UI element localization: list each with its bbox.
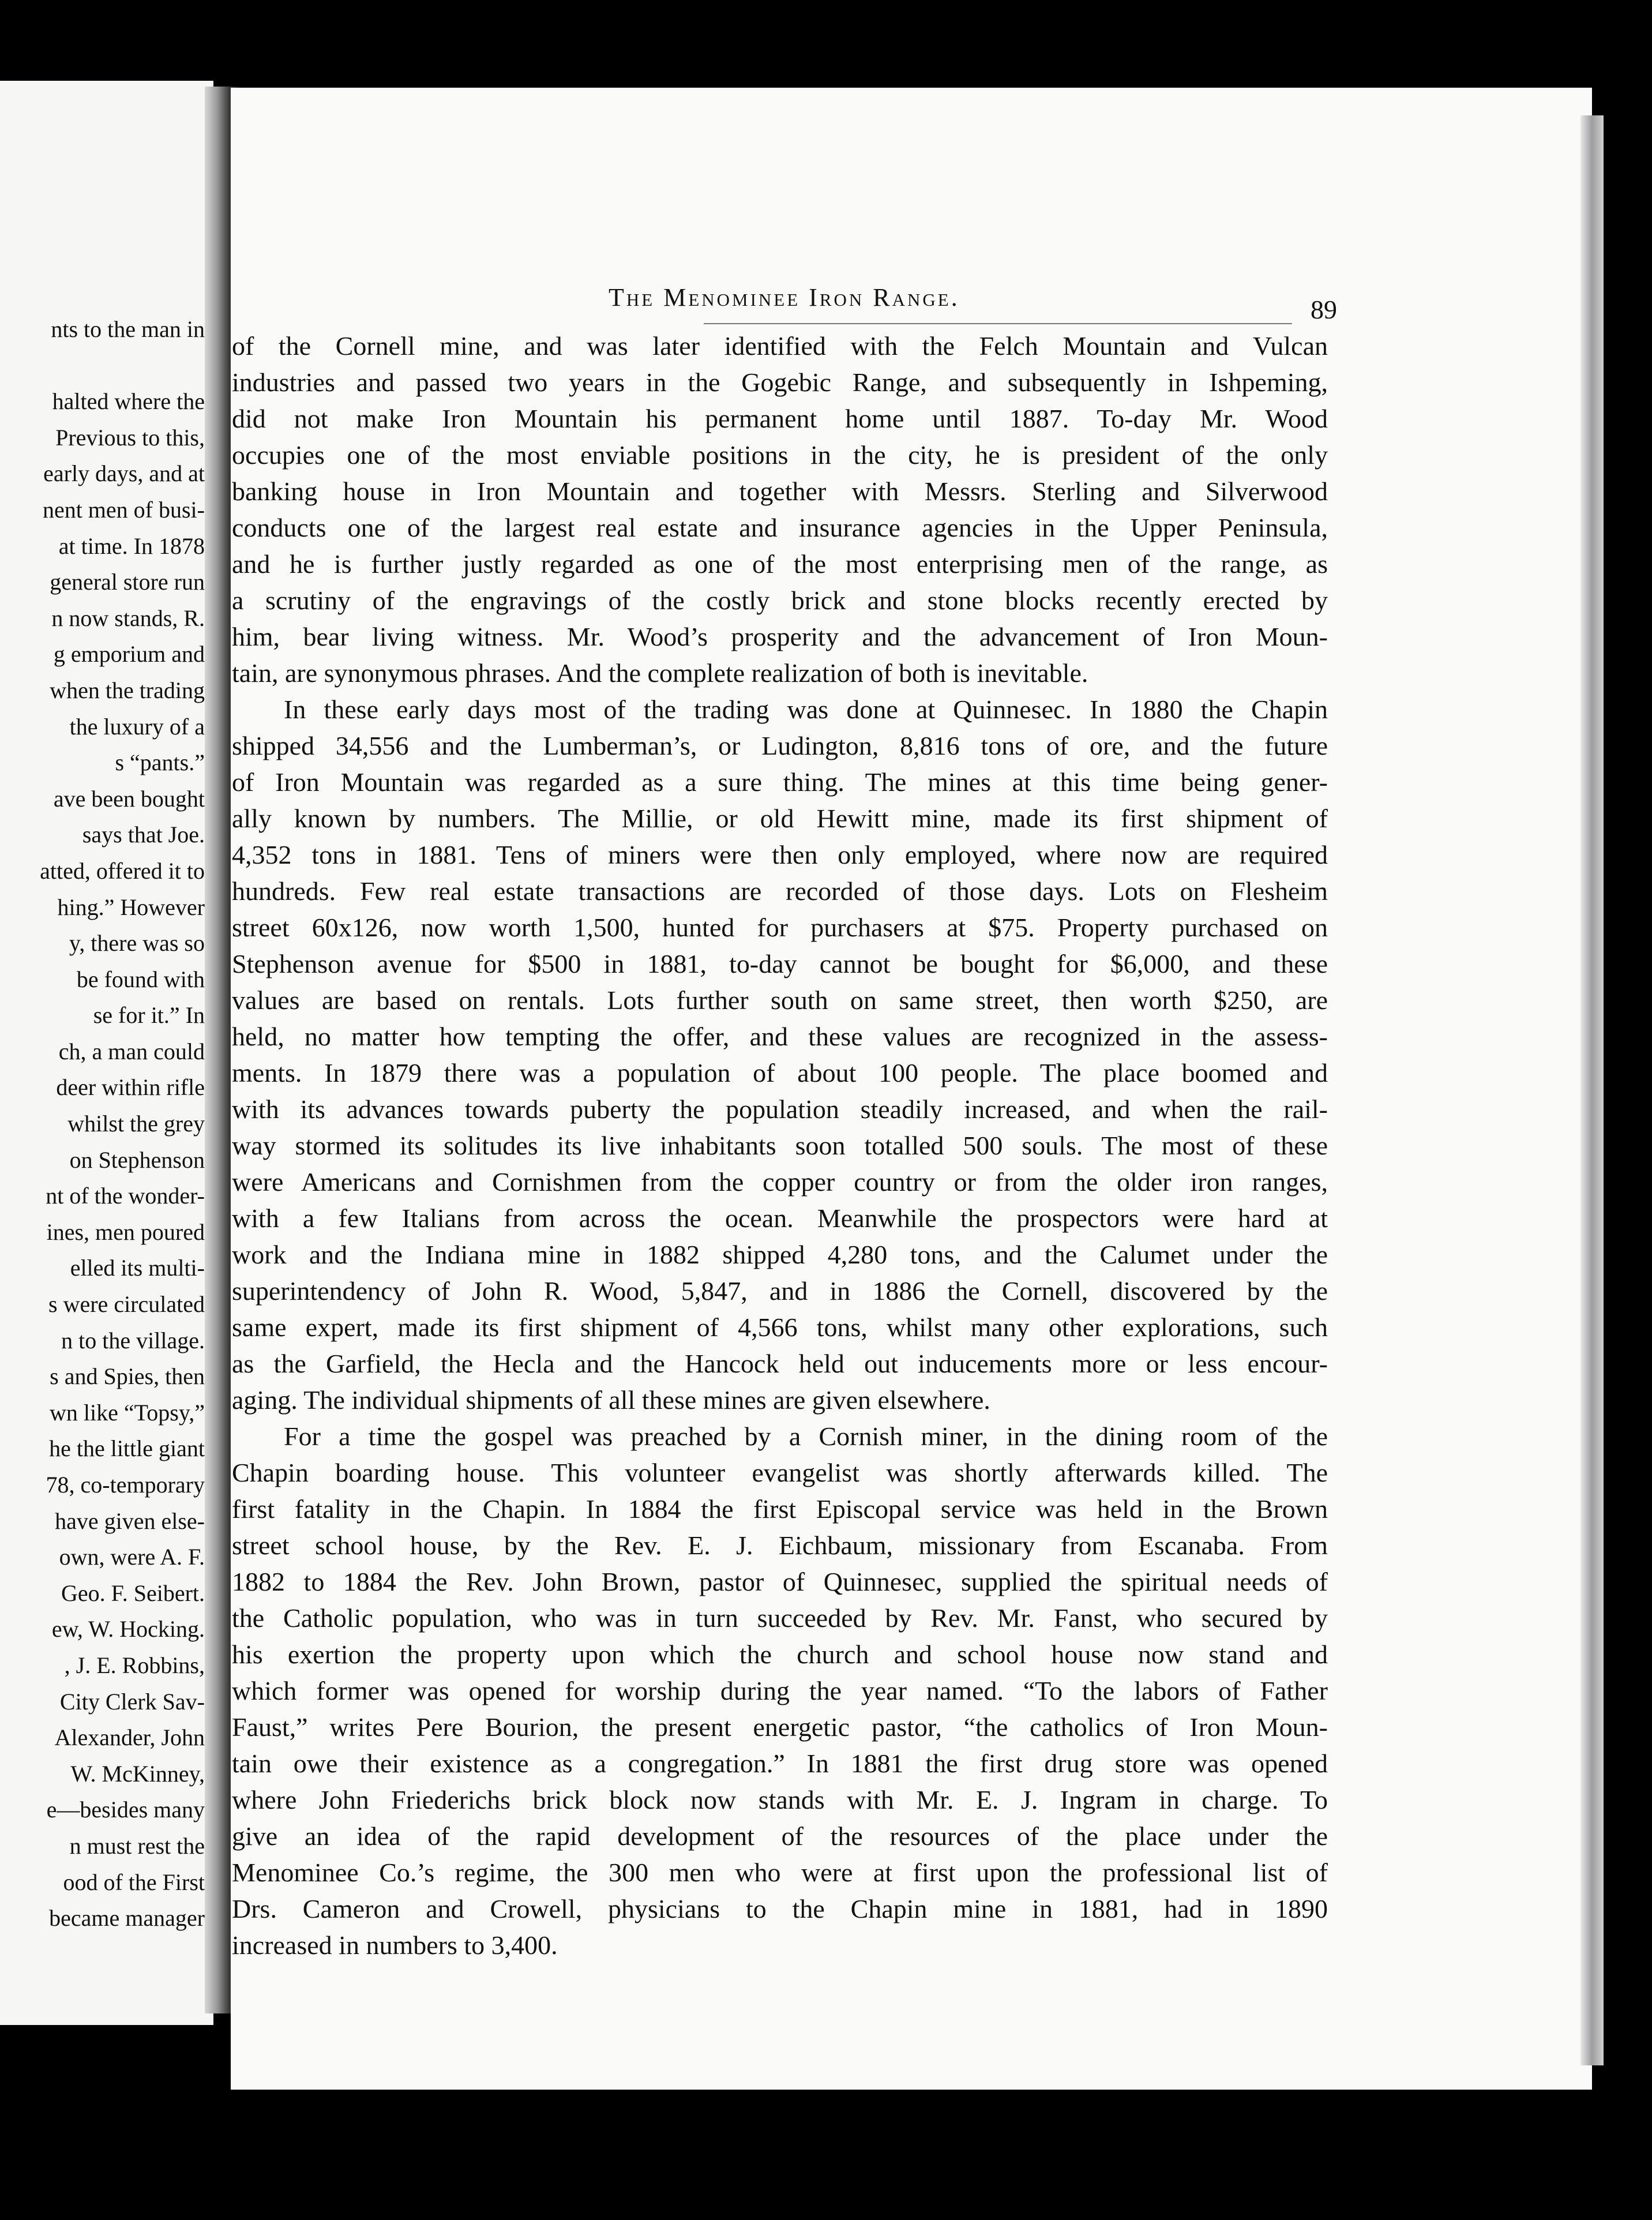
body-line: banking house in Iron Mountain and together with Messrs. Sterling and Silverwood <box>232 477 1328 506</box>
left-page-line: ines, men poured <box>46 1218 205 1245</box>
body-line: of Iron Mountain was regarded as a sure thing. The mines at this time being gener- <box>232 767 1328 797</box>
left-page-line: Alexander, John <box>54 1724 205 1751</box>
left-page-line: on Stephenson <box>69 1146 205 1173</box>
left-page-line: be found with <box>76 966 205 992</box>
left-page-line: , J. E. Robbins, <box>64 1652 205 1678</box>
left-page-text <box>0 312 205 1937</box>
left-page-line: nent men of busi- <box>42 496 205 523</box>
page-number: 89 <box>1311 295 1337 324</box>
body-line: Stephenson avenue for $500 in 1881, to-day cannot be bought for $6,000, and these <box>232 949 1328 978</box>
body-line: Drs. Cameron and Crowell, physicians to the Chapin mine in 1881, had in 1890 <box>232 1894 1328 1923</box>
body-line: with its advances towards puberty the population steadily increased, and when the rail- <box>232 1094 1328 1124</box>
body-line: same expert, made its first shipment of 4,566 tons, whilst many other explorations, such <box>232 1312 1328 1342</box>
left-page-line: he the little giant <box>49 1435 205 1462</box>
body-line: In these early days most of the trading was done at Quinnesec. In 1880 the Chapin <box>284 695 1328 724</box>
left-page-line <box>0 348 205 384</box>
body-line: held, no matter how tempting the offer, and these values are recognized in the assess- <box>232 1022 1328 1051</box>
left-page-line: ew, W. Hocking. <box>51 1616 205 1642</box>
left-page-line: s and Spies, then <box>50 1363 205 1390</box>
body-line: Faust,” writes Pere Bourion, the present energetic pastor, “the catholics of Iron Moun- <box>232 1712 1328 1742</box>
left-page-line: wn like “Topsy,” <box>50 1399 205 1426</box>
body-line: values are based on rentals. Lots further south on same street, then worth $250, are <box>232 985 1328 1015</box>
left-page-line: elled its multi- <box>70 1255 205 1281</box>
left-page-line: se for it.” In <box>93 1002 205 1029</box>
body-line: the Catholic population, who was in turn succeeded by Rev. Mr. Fanst, who secured by <box>232 1603 1328 1633</box>
left-page-line: n must rest the <box>69 1832 205 1859</box>
left-page-line: s “pants.” <box>115 749 205 776</box>
body-line: with a few Italians from across the ocean. Meanwhile the prospectors were hard at <box>232 1203 1328 1233</box>
left-page-line: have given else- <box>55 1507 205 1534</box>
left-page-line: at time. In 1878 <box>58 532 205 559</box>
left-page-line: own, were A. F. <box>59 1544 205 1570</box>
body-line: give an idea of the rapid development of the resources of the place under the <box>232 1821 1328 1851</box>
body-line: his exertion the property upon which the church and school house now stand and <box>232 1640 1328 1669</box>
body-line: Menominee Co.’s regime, the 300 men who were at first upon the professional list of <box>232 1858 1328 1887</box>
left-page-line: whilst the grey <box>67 1111 205 1137</box>
left-page-line: y, there was so <box>69 930 205 957</box>
left-page-line: when the trading <box>50 677 205 703</box>
body-line: Chapin boarding house. This volunteer evangelist was shortly afterwards killed. The <box>232 1458 1328 1487</box>
body-line: superintendency of John R. Wood, 5,847, and in 1886 the Cornell, discovered by the <box>232 1276 1328 1306</box>
body-line: ments. In 1879 there was a population of about 100 people. The place boomed and <box>232 1058 1328 1088</box>
header-rule <box>704 323 1292 324</box>
page-edge <box>1580 115 1604 2065</box>
left-page-line: hing.” However <box>57 894 205 920</box>
left-page-line: 78, co-temporary <box>46 1472 205 1498</box>
body-line: which former was opened for worship during the year named. “To the labors of Father <box>232 1676 1328 1705</box>
left-page <box>0 81 213 2025</box>
body-line: way stormed its solitudes its live inhabitants soon totalled 500 souls. The most of these <box>232 1131 1328 1160</box>
left-page-line: early days, and at <box>43 460 205 487</box>
left-page-line: the luxury of a <box>69 713 205 740</box>
body-line: street 60x126, now worth 1,500, hunted for purchasers at $75. Property purchased on <box>232 913 1328 942</box>
body-line: shipped 34,556 and the Lumberman’s, or Ludington, 8,816 tons of ore, and the future <box>232 731 1328 760</box>
left-page-line: City Clerk Sav- <box>59 1688 205 1715</box>
left-page-line: s were circulated <box>48 1291 205 1318</box>
body-line: work and the Indiana mine in 1882 shipped 4,280 tons, and the Calumet under the <box>232 1240 1328 1269</box>
body-line: tain, are synonymous phrases. And the complete realization of both is inevitable. <box>232 658 1088 688</box>
body-line: as the Garfield, the Hecla and the Hancock held out inducements more or less encour- <box>232 1349 1328 1378</box>
left-page-line: ch, a man could <box>58 1038 205 1064</box>
left-page-line: ood of the First <box>63 1869 205 1895</box>
body-line: were Americans and Cornishmen from the copper country or from the older iron ranges, <box>232 1167 1328 1197</box>
left-page-line: general store run <box>50 569 205 595</box>
body-line: where John Friederichs brick block now stands with Mr. E. J. Ingram in charge. To <box>232 1785 1328 1814</box>
left-page-line: atted, offered it to <box>40 857 205 884</box>
left-page-line: nts to the man in <box>51 316 205 342</box>
left-page-line: deer within rifle <box>56 1074 205 1101</box>
left-page-line: nt of the wonder- <box>46 1183 205 1209</box>
body-line: first fatality in the Chapin. In 1884 the first Episcopal service was held in the Brown <box>232 1494 1328 1524</box>
body-line: For a time the gospel was preached by a Cornish miner, in the dining room of the <box>284 1422 1328 1451</box>
body-line: conducts one of the largest real estate and insurance agencies in the Upper Peninsula, <box>232 513 1328 542</box>
left-page-line: g emporium and <box>53 641 205 667</box>
left-page-line: n to the village. <box>61 1327 205 1353</box>
body-line: increased in numbers to 3,400. <box>232 1930 558 1960</box>
left-page-line: ave been bought <box>53 785 205 812</box>
body-line: of the Cornell mine, and was later identified with the Felch Mountain and Vulcan <box>232 331 1328 361</box>
body-line: 4,352 tons in 1881. Tens of miners were then only employed, where now are required <box>232 840 1328 869</box>
body-line: a scrutiny of the engravings of the costly brick and stone blocks recently erected by <box>232 586 1328 615</box>
body-line: ally known by numbers. The Millie, or old Hewitt mine, made its first shipment of <box>232 804 1328 833</box>
body-line: occupies one of the most enviable positions in the city, he is president of the only <box>232 440 1328 470</box>
body-line: and he is further justly regarded as one of the most enterprising men of the range, as <box>232 549 1328 579</box>
left-page-line: says that Joe. <box>82 822 205 848</box>
left-page-line: n now stands, R. <box>51 605 205 631</box>
body-line: tain owe their existence as a congregation.” In 1881 the first drug store was opened <box>232 1749 1328 1778</box>
left-page-line: halted where the <box>52 388 205 415</box>
body-line: hundreds. Few real estate transactions are recorded of those days. Lots on Flesheim <box>232 876 1328 906</box>
running-header: The Menominee Iron Range. <box>609 283 960 312</box>
body-line: him, bear living witness. Mr. Wood’s prosperity and the advancement of Iron Moun- <box>232 622 1328 651</box>
left-page-line: e—besides many <box>46 1797 205 1823</box>
body-line: 1882 to 1884 the Rev. John Brown, pastor of Quinnesec, supplied the spiritual needs of <box>232 1567 1328 1596</box>
body-line: did not make Iron Mountain his permanent home until 1887. To-day Mr. Wood <box>232 404 1328 433</box>
left-page-line: Previous to this, <box>55 424 205 451</box>
body-line: aging. The individual shipments of all these mines are given elsewhere. <box>232 1385 990 1415</box>
left-page-line: W. McKinney, <box>70 1760 205 1787</box>
body-text <box>232 328 1328 1963</box>
left-page-line: Geo. F. Seibert. <box>61 1580 205 1606</box>
body-line: street school house, by the Rev. E. J. Eichbaum, missionary from Escanaba. From <box>232 1531 1328 1560</box>
left-page-line: became manager <box>49 1905 205 1932</box>
body-line: industries and passed two years in the Gogebic Range, and subsequently in Ishpeming, <box>232 367 1328 397</box>
